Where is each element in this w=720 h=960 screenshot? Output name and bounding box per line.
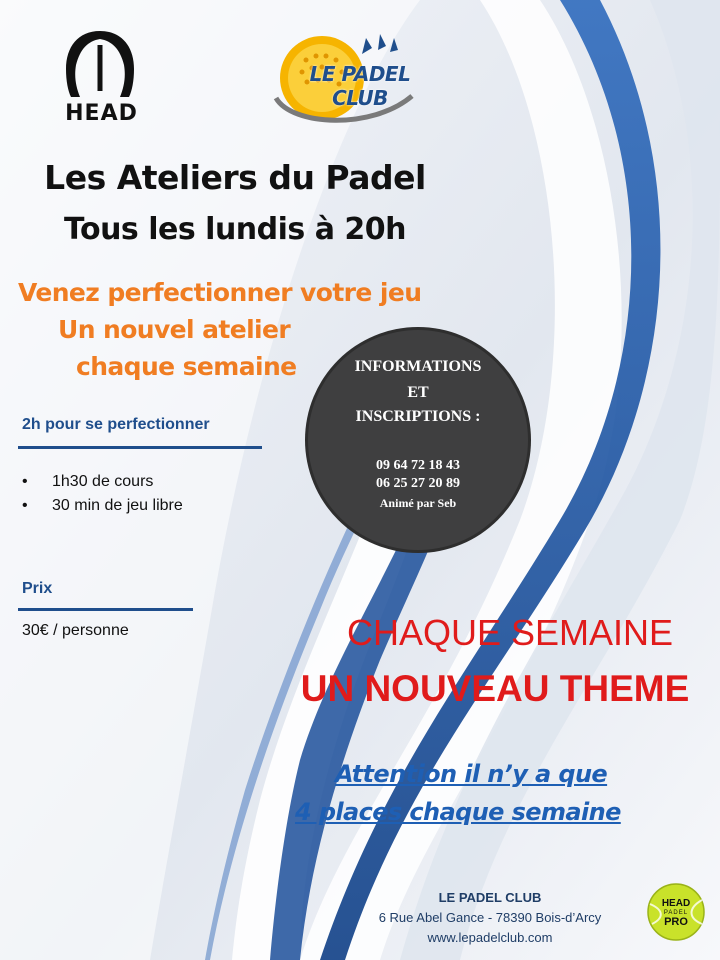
host-name: Animé par Seb [379,496,457,510]
head-logo [38,25,163,125]
page-subtitle: Tous les lundis à 20h [63,212,407,247]
ball-text-bottom: PRO [664,916,688,928]
promo-line: Un nouvel atelier [58,315,291,344]
program-heading: 2h pour se perfectionner [22,416,210,433]
info-heading: INFORMATIONS [354,358,482,375]
footer-club-name: LE PADEL CLUB [438,890,542,905]
promo-line: chaque semaine [76,352,297,381]
ball-text-mid: PADEL [663,910,689,916]
theme-line: CHAQUE SEMAINE [346,612,674,653]
promo-line: Venez perfectionner votre jeu [18,278,422,307]
price-heading: Prix [22,580,53,597]
phone-number[interactable]: 09 64 72 18 43 [376,458,460,473]
padel-club-logo-text: LE PADEL CLUB [309,62,411,110]
padel-ball-logo [646,882,706,942]
ball-text-top: HEAD [661,898,691,909]
head-logo-text: HEAD [65,101,138,126]
footer-website-link[interactable]: www.lepadelclub.com [427,930,553,945]
info-heading: ET [407,384,429,401]
list-item: • 30 min de jeu libre [20,494,183,518]
program-divider [18,446,262,449]
list-item: • 1h30 de cours [20,470,183,494]
page-title: Les Ateliers du Padel [44,158,426,197]
info-circle [308,330,528,550]
padel-club-logo [262,30,442,130]
footer-address: 6 Rue Abel Gance - 78390 Bois-d’Arcy [378,910,602,925]
price-divider [18,608,193,611]
price-value: 30€ / personne [22,622,129,639]
theme-headline: UN NOUVEAU THEME [300,668,690,709]
notice-line: Attention il n’y a que [335,760,608,788]
program-list [20,470,183,518]
info-heading: INSCRIPTIONS : [355,408,481,425]
phone-number[interactable]: 06 25 27 20 89 [376,476,460,491]
notice-line: 4 places chaque semaine [295,798,621,826]
